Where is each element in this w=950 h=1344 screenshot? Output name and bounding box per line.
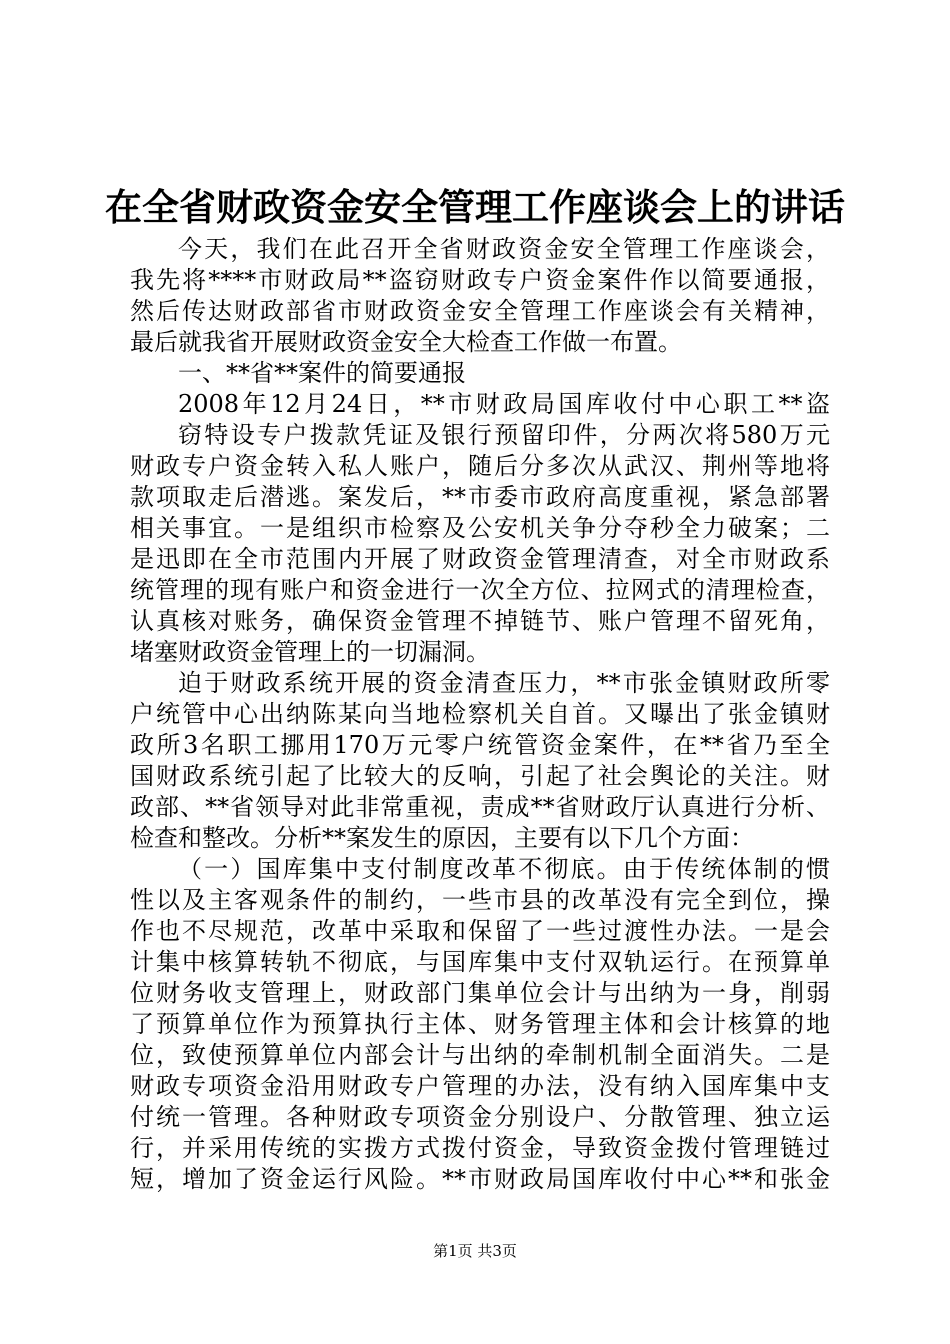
text-line: 政所3名职工挪用170万元零户统管资金案件，在**省乃至全 — [130, 731, 830, 759]
text-line: 我先将****市财政局**盗窃财政专户资金案件作以简要通报， — [130, 266, 830, 294]
paragraph-intro — [130, 234, 830, 358]
text-line: 政部、**省领导对此非常重视，责成**省财政厅认真进行分析、 — [130, 793, 830, 821]
text-line: 堵塞财政资金管理上的一切漏洞。 — [130, 638, 490, 666]
text-line: 作也不尽规范，改革中采取和保留了一些过渡性办法。一是会 — [130, 917, 830, 945]
text-line: 户统管中心出纳陈某向当地检察机关自首。又曝出了张金镇财 — [130, 700, 830, 728]
text-line: 付统一管理。各种财政专项资金分别设户、分散管理、独立运 — [130, 1103, 830, 1131]
text-line: 位财务收支管理上，财政部门集单位会计与出纳为一身，削弱 — [130, 979, 830, 1007]
text-line: 相关事宜。一是组织市检察及公安机关争分夺秒全力破案；二 — [130, 514, 830, 542]
text-line: 国财政系统引起了比较大的反响，引起了社会舆论的关注。财 — [130, 762, 830, 790]
text-line: 最后就我省开展财政资金安全大检查工作做一布置。 — [130, 328, 682, 356]
page-title: 在全省财政资金安全管理工作座谈会上的讲话 — [105, 186, 845, 229]
text-line: 计集中核算转轨不彻底，与国库集中支付双轨运行。在预算单 — [130, 948, 830, 976]
document-body — [130, 234, 830, 1195]
text-line: 了预算单位作为预算执行主体、财务管理主体和会计核算的地 — [130, 1010, 830, 1038]
section-heading-text: 一、**省**案件的简要通报 — [178, 359, 466, 387]
text-line: 检查和整改。分析**案发生的原因，主要有以下几个方面： — [130, 824, 754, 852]
section-heading — [130, 358, 830, 389]
text-line: 统管理的现有账户和资金进行一次全方位、拉网式的清理检查， — [130, 576, 830, 604]
text-line: 然后传达财政部省市财政资金安全管理工作座谈会有关精神， — [130, 297, 830, 325]
page-number-footer: 第1页 共3页 — [433, 1242, 517, 1260]
text-line: 财政专项资金沿用财政专户管理的办法，没有纳入国库集中支 — [130, 1072, 830, 1100]
text-line: 行，并采用传统的实拨方式拨付资金，导致资金拨付管理链过 — [130, 1134, 830, 1162]
paragraph-second-case — [130, 668, 830, 854]
text-line: 认真核对账务，确保资金管理不掉链节、账户管理不留死角， — [130, 607, 830, 635]
text-line: （一）国库集中支付制度改革不彻底。由于传统体制的惯 — [178, 855, 830, 883]
paragraph-cause-one — [130, 854, 830, 1195]
text-line: 窃特设专户拨款凭证及银行预留印件，分两次将580万元 — [178, 421, 830, 449]
text-line: 位，致使预算单位内部会计与出纳的牵制机制全面消失。二是 — [130, 1041, 830, 1069]
text-line: 今天，我们在此召开全省财政资金安全管理工作座谈会， — [178, 235, 830, 263]
text-line: 财政专户资金转入私人账户，随后分多次从武汉、荆州等地将 — [130, 452, 830, 480]
text-line: 2008年12月24日，**市财政局国库收付中心职工**盗 — [178, 390, 830, 418]
text-line: 短，增加了资金运行风险。**市财政局国库收付中心**和张金 — [130, 1165, 830, 1193]
text-line: 款项取走后潜逃。案发后，**市委市政府高度重视，紧急部署 — [130, 483, 830, 511]
paragraph-case-summary — [130, 389, 830, 668]
text-line: 迫于财政系统开展的资金清查压力，**市张金镇财政所零 — [178, 669, 830, 697]
text-line: 是迅即在全市范围内开展了财政资金管理清查，对全市财政系 — [130, 545, 830, 573]
text-line: 性以及主客观条件的制约，一些市县的改革没有完全到位，操 — [130, 886, 830, 914]
